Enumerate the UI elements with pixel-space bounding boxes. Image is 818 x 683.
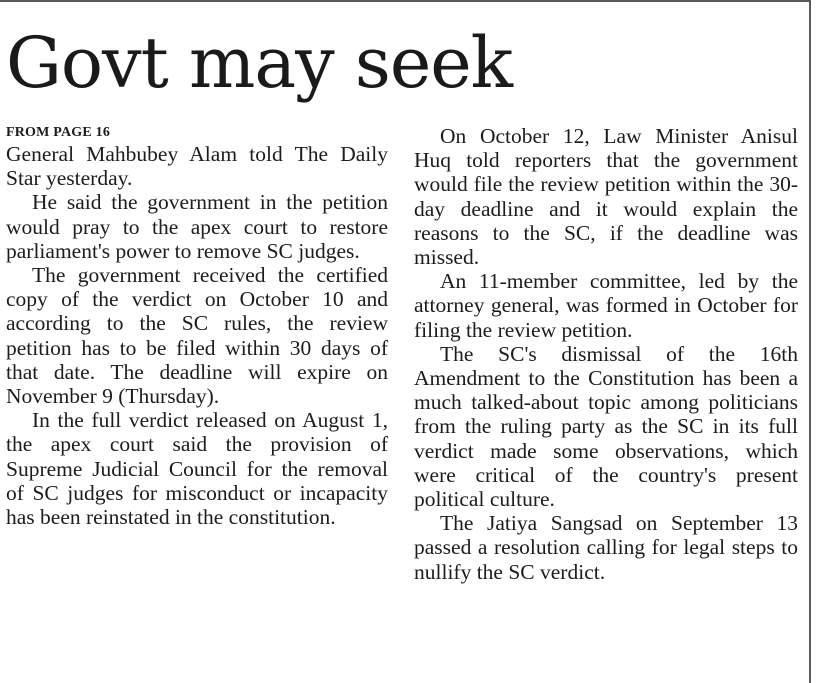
paragraph: An 11-member committee, led by the attorney general, was formed in October for filing the review petition. — [414, 269, 798, 342]
paragraph: He said the government in the petition would pray to the apex court to restore parliament's power to remove SC judges. — [6, 190, 388, 263]
left-column — [6, 124, 388, 529]
paragraph: On October 12, Law Minister Anisul Huq told reporters that the government would file the review petition within the 30-day deadline and it would explain the reasons to the SC, if the deadline was missed. — [414, 124, 798, 270]
paragraph: The SC's dismissal of the 16th Amendment to the Constitution has been a much talked-about topic among politicians from the ruling party as the SC in its full verdict made some observations, which were critical of the country's present political culture. — [414, 341, 798, 512]
paragraph: In the full verdict released on August 1, the apex court said the provision of Supreme Judicial Council for the removal of SC judges for misconduct or incapacity has been reinstated in the constitution. — [6, 408, 388, 530]
paragraph: The Jatiya Sangsad on September 13 passed a resolution calling for legal steps to nullify the SC verdict. — [414, 511, 798, 584]
paragraph: General Mahbubey Alam told The Daily Star yesterday. — [6, 142, 388, 191]
continuation-kicker: FROM PAGE 16 — [6, 125, 111, 140]
right-column — [414, 124, 798, 584]
headline: Govt may seek — [6, 22, 513, 104]
paragraph: The government received the certified copy of the verdict on October 10 and according to the SC rules, the review petition has to be filed within 30 days of that date. The deadline will expire on November 9 (Thursday). — [6, 263, 388, 409]
